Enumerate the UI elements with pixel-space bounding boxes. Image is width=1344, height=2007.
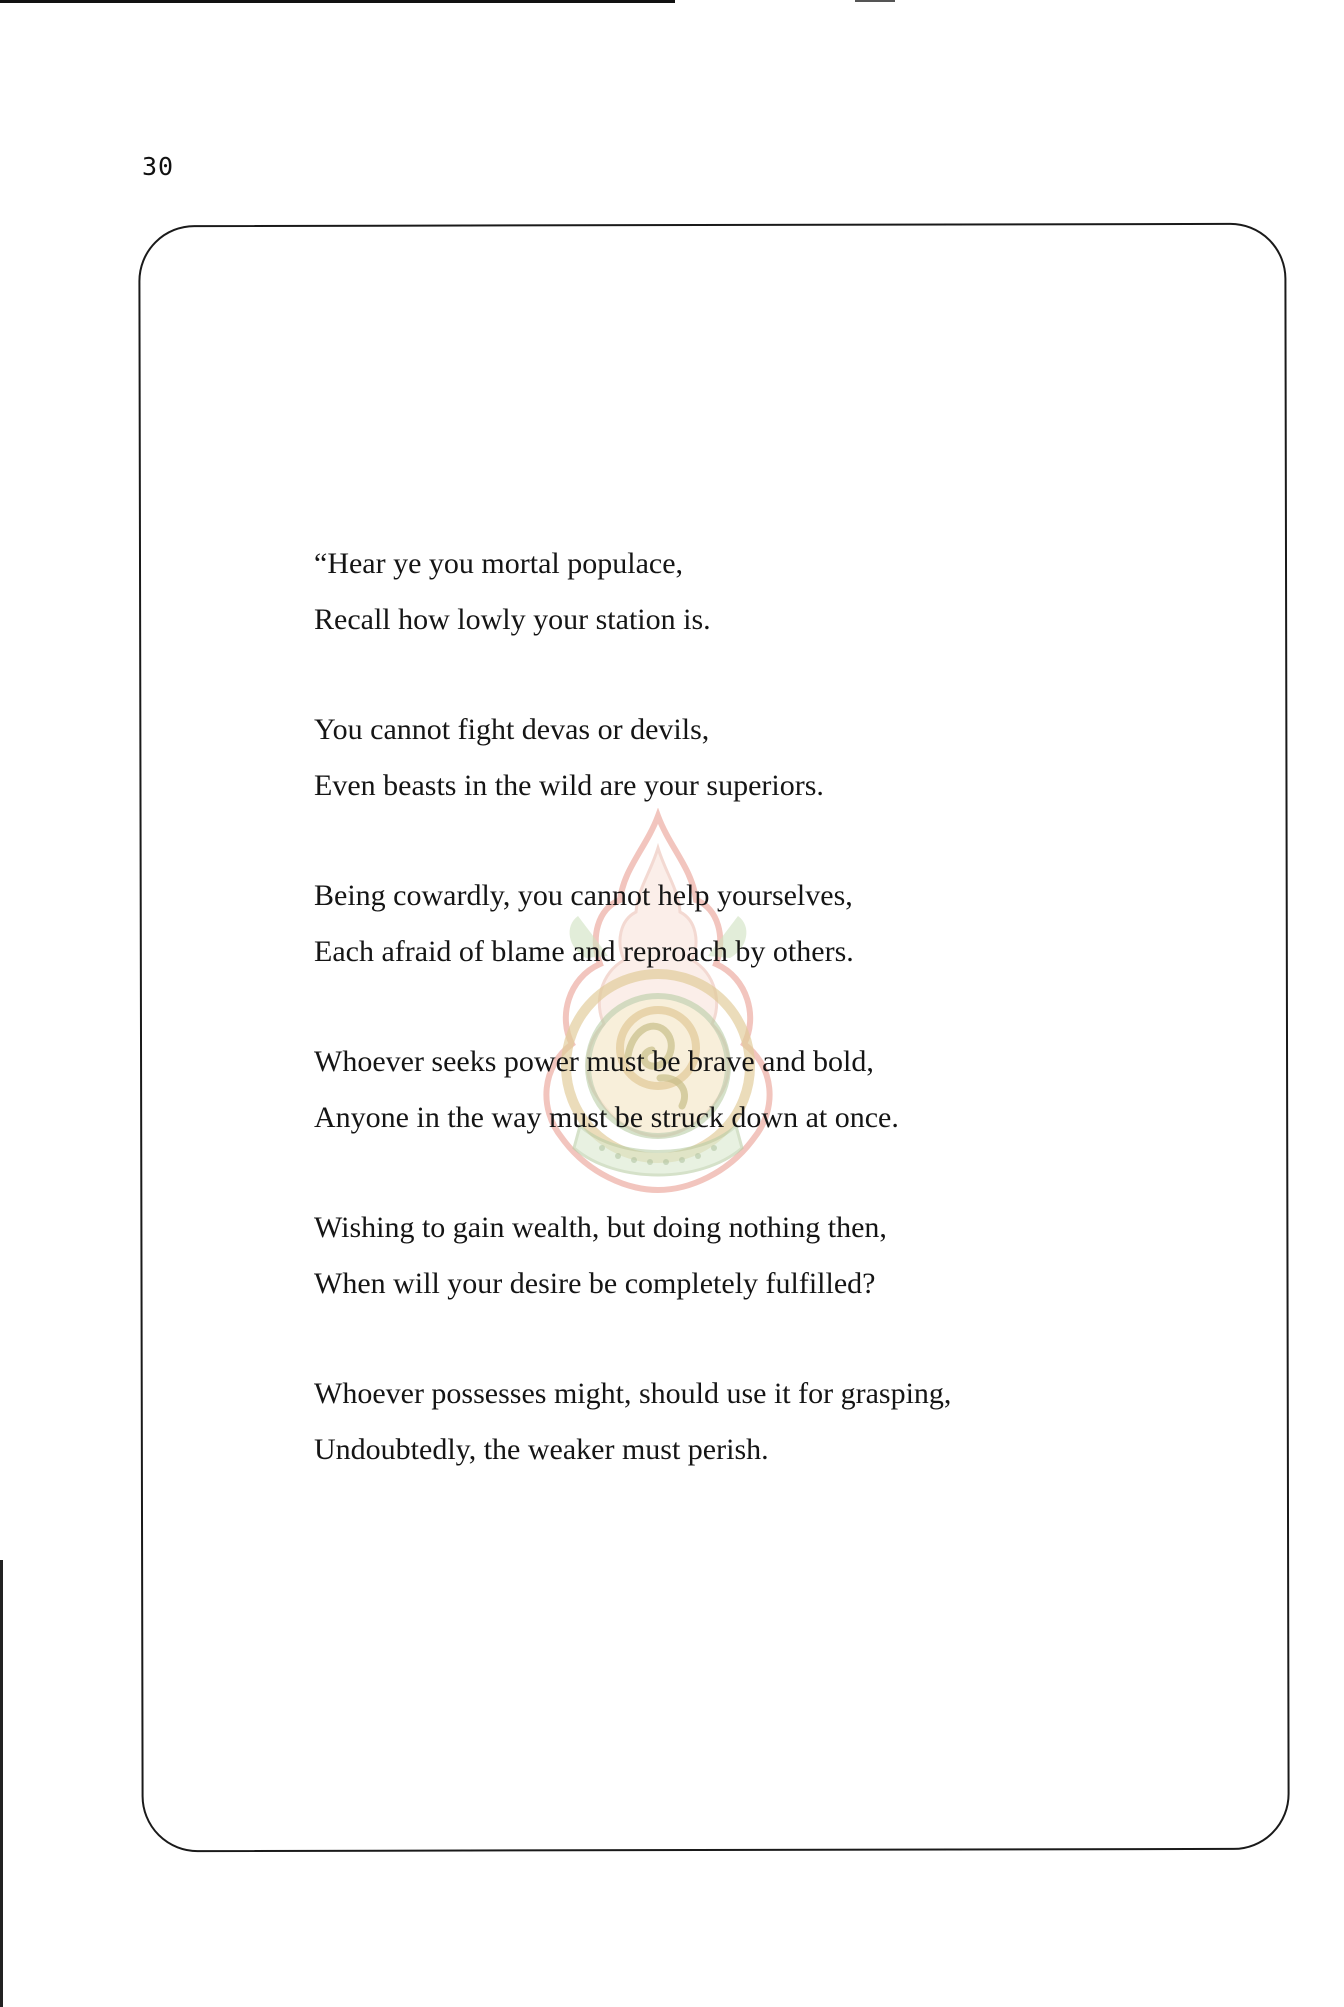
stanza bbox=[314, 1034, 1214, 1146]
stanza bbox=[314, 868, 1214, 980]
poem-line: When will your desire be completely fulfilled? bbox=[314, 1267, 876, 1300]
scan-top-mark bbox=[855, 0, 895, 2]
poem-line: “Hear ye you mortal populace, bbox=[314, 547, 684, 580]
scan-top-edge-line bbox=[0, 0, 675, 3]
poem-line: Even beasts in the wild are your superiors. bbox=[314, 769, 824, 802]
poem-line: Whoever seeks power must be brave and bold, bbox=[314, 1045, 874, 1078]
scan-left-edge-line bbox=[0, 1560, 3, 2007]
stanza bbox=[314, 702, 1214, 814]
poem-line: Being cowardly, you cannot help yourselves, bbox=[314, 879, 853, 912]
poem-line: Wishing to gain wealth, but doing nothing then, bbox=[314, 1211, 887, 1244]
poem-line: Each afraid of blame and reproach by others. bbox=[314, 935, 854, 968]
stanza bbox=[314, 1366, 1214, 1478]
poem-line: Undoubtedly, the weaker must perish. bbox=[314, 1433, 769, 1466]
stanza bbox=[314, 536, 1214, 648]
poem-line: Recall how lowly your station is. bbox=[314, 603, 711, 636]
page-number: 30 bbox=[142, 152, 175, 181]
poem-line: You cannot fight devas or devils, bbox=[314, 713, 710, 746]
poem-line: Anyone in the way must be struck down at once. bbox=[314, 1101, 899, 1134]
stanza bbox=[314, 1200, 1214, 1312]
poem-body bbox=[314, 536, 1214, 1532]
poem-line: Whoever possesses might, should use it for grasping, bbox=[314, 1377, 952, 1410]
